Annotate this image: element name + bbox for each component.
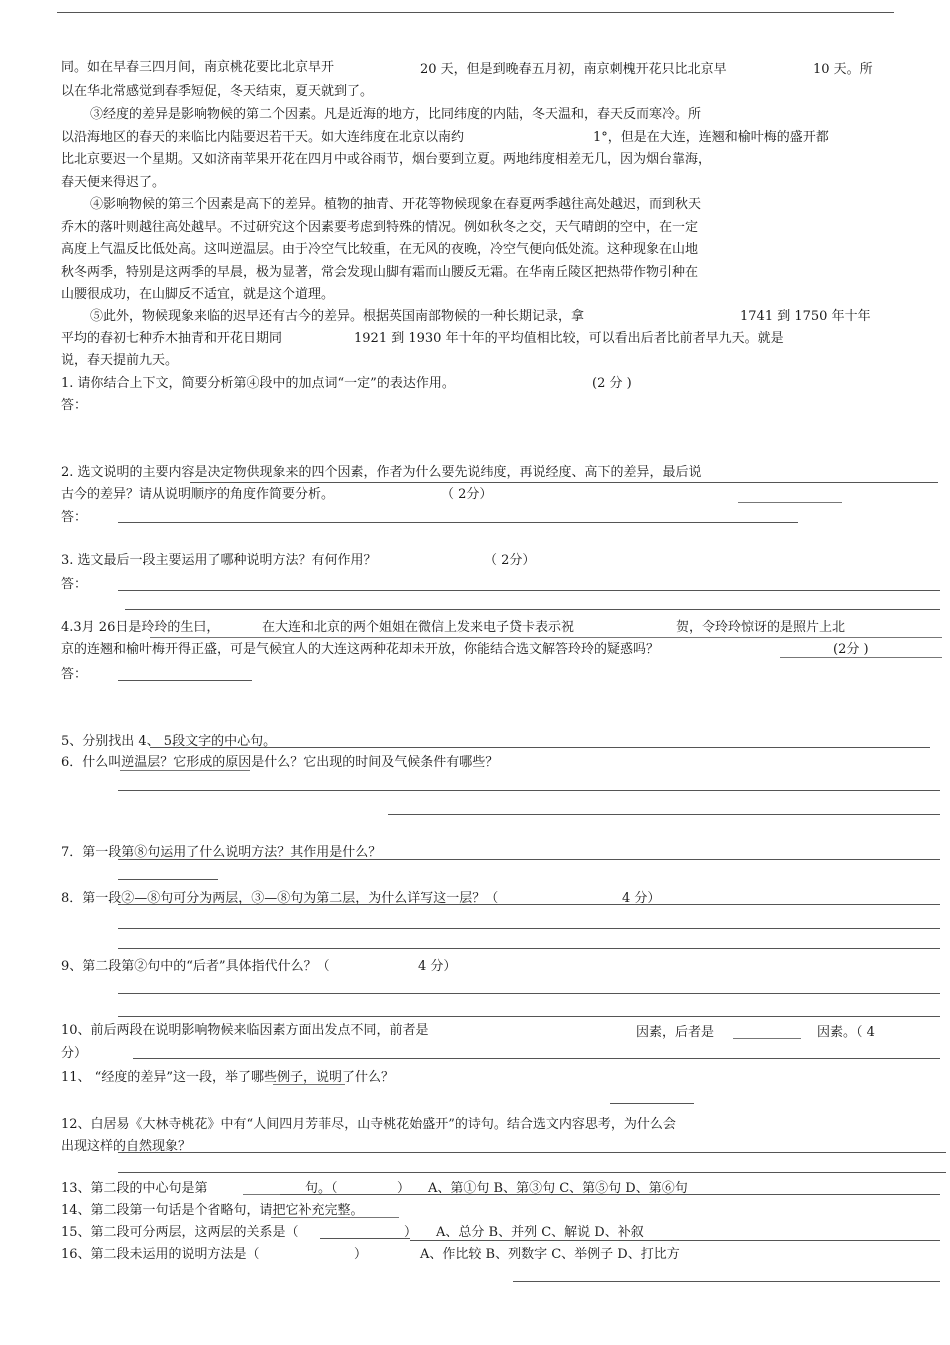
answer-label: 答： [61, 667, 88, 682]
question-15: 15、第二段可分两层，这两层的关系是（ [61, 1225, 299, 1240]
passage-line: 乔木的落叶则越往高处越早。不过研究这个因素要考虑到特殊的情况。例如秋冬之交，天气晴朗的空中，在一定 [61, 220, 699, 235]
question-14: 14、第二段第一句话是个省略句，请把它补充完整。 [61, 1203, 364, 1218]
answer-line[interactable] [150, 637, 942, 638]
score-label: （ 2分） [484, 553, 536, 568]
question-8: 8．第一段②—⑧句可分为两层，③—⑧句为第二层，为什么详写这一层？（ [61, 891, 499, 906]
answer-line[interactable] [118, 522, 798, 523]
score-label: (2分 ) [833, 642, 869, 657]
score-label: （ 2分） [441, 487, 493, 502]
answer-line[interactable] [410, 1240, 940, 1241]
passage-line: 高度上气温反比低处高。这叫逆温层。由于冷空气比较重，在无风的夜晚，冷空气便向低处流。这种现象在山地 [61, 242, 699, 257]
passage-line: 春天便来得迟了。 [61, 175, 166, 190]
options-16: A、作比较 B、列数字 C、举例子 D、打比方 [420, 1247, 680, 1262]
question-16: ） [354, 1247, 368, 1262]
question-2: 2. 选文说明的主要内容是决定物供现象来的四个因素，作者为什么要先说纬度，再说经度、高下的差异，最后说 [61, 465, 702, 480]
question-6: 6．什么叫逆温层？它形成的原因是什么？它出现的时间及气候条件有哪些？ [61, 755, 499, 770]
passage-line: 1921 到 1930 年十年的平均值相比较，可以看出后者比前者早九天。就是 [354, 331, 784, 346]
answer-line[interactable] [118, 993, 940, 994]
question-4: 4.3月 26日是玲玲的生曰， [61, 620, 220, 635]
question-2-line-2: 古今的差异？请从说明顺序的角度作简要分析。 [61, 487, 335, 502]
question-1: 1. 请你结合上下文，简要分析第④段中的加点词“一定”的表达作用。 [61, 376, 455, 391]
question-10: 因素，后者是 [636, 1025, 715, 1040]
passage-line: 说，春天提前九天。 [61, 353, 179, 368]
answer-line[interactable] [118, 590, 940, 591]
question-13: 句。（ [305, 1181, 338, 1196]
answer-line[interactable] [150, 747, 930, 748]
question-4: 在大连和北京的两个姐姐在微信上发来电子贷卡表示祝 [262, 620, 575, 635]
options-15: A、总分 B、并列 C、解说 D、补叙 [436, 1225, 644, 1240]
answer-label: 答： [61, 577, 88, 592]
passage-line: 山腰很成功，在山脚反不适宜，就是这个道理。 [61, 287, 335, 302]
answer-line[interactable] [118, 1152, 946, 1153]
answer-label: 答： [61, 510, 88, 525]
passage-line: ③经度的差异是影响物候的第二个因素。凡是近海的地方，比同纬度的内陆，冬天温和，春天反而寒冷。所 [90, 107, 702, 122]
answer-line[interactable] [118, 680, 252, 681]
answer-blank[interactable] [320, 1238, 410, 1239]
question-13: ） [397, 1181, 411, 1196]
score-label: 4 分） [418, 959, 457, 974]
answer-line[interactable] [118, 879, 218, 880]
passage-line: 20 天，但是到晚春五月初，南京刺槐开花只比北京早 [420, 62, 727, 77]
question-10: 因素。（ 4 [817, 1025, 875, 1040]
answer-line[interactable] [133, 1058, 940, 1059]
answer-label: 答： [61, 398, 88, 413]
question-12-line-2: 出现这样的自然现象？ [61, 1139, 192, 1154]
question-4-line-2: 京的连翘和榆叶梅开得正盛，可是气候宜人的大连这两种花却未开放，你能结合选文解答玲玲的疑惑吗？ [61, 642, 660, 657]
answer-line[interactable] [118, 790, 940, 791]
answer-line[interactable] [118, 904, 940, 905]
question-10: 10、前后两段在说明影响物候来临因素方面出发点不同，前者是 [61, 1023, 429, 1038]
answer-blank[interactable] [733, 1038, 801, 1039]
answer-line[interactable] [513, 1281, 940, 1282]
answer-line[interactable] [738, 502, 842, 503]
question-10-line-2: 分） [61, 1046, 88, 1061]
question-16: 16、第二段未运用的说明方法是（ [61, 1247, 260, 1262]
answer-line[interactable] [118, 1016, 940, 1017]
answer-line[interactable] [118, 928, 940, 929]
answer-line[interactable] [120, 770, 250, 771]
passage-line: ⑤此外，物候现象来临的迟早还有古今的差异。根据英国南部物候的一种长期记录，拿 [90, 309, 585, 324]
passage-line: 同。如在早春三四月间，南京桃花要比北京早开 [61, 60, 335, 75]
question-15: ） [404, 1225, 418, 1240]
answer-line[interactable] [125, 609, 940, 610]
answer-line[interactable] [118, 948, 940, 949]
underline [271, 1217, 399, 1218]
answer-line[interactable] [610, 1103, 694, 1104]
passage-line: 1°，但是在大连，连翘和榆叶梅的盛开都 [593, 130, 829, 145]
score-label: (2 分 ) [592, 376, 632, 391]
score-label: 4 分） [622, 891, 661, 906]
passage-line: 1741 到 1750 年十年 [740, 309, 871, 324]
passage-line: 比北京要迟一个星期。又如济南苹果开花在四月中或谷雨节，烟台要到立夏。两地纬度相差无几，因为烟台靠海， [61, 152, 712, 167]
answer-line[interactable] [780, 657, 942, 658]
answer-line[interactable] [388, 814, 940, 815]
question-3: 3. 选文最后一段主要运用了哪种说明方法？有何作用？ [61, 553, 377, 568]
question-11: 11、 “经度的差异”这一段，举了哪些例子，说明了什么？ [61, 1070, 394, 1085]
answer-line[interactable] [118, 1172, 946, 1173]
answer-line[interactable] [280, 1194, 940, 1195]
answer-line[interactable] [190, 482, 938, 483]
question-13: 13、第二段的中心句是第 [61, 1181, 208, 1196]
passage-line: 以在华北常感觉到春季短促，冬天结束，夏天就到了。 [61, 84, 374, 99]
passage-line: ④影响物候的第三个因素是高下的差异。植物的抽青、开花等物候现象在春夏两季越往高处越迟，而到秋天 [90, 197, 702, 212]
question-12: 12、白居易《大林寺桃花》中有“人间四月芳菲尽，山寺桃花始盛开”的诗句。结合选文内容思考，为什么会 [61, 1117, 676, 1132]
question-7: 7．第一段第⑧句运用了什么说明方法？其作用是什么？ [61, 845, 382, 860]
passage-line: 以沿海地区的春天的来临比内陆要迟若干天。如大连纬度在北京以南约 [61, 130, 465, 145]
question-4: 贺，令玲玲惊讶的是照片上北 [676, 620, 846, 635]
passage-line: 10 天。所 [813, 62, 873, 77]
answer-line[interactable] [118, 859, 940, 860]
passage-line: 秋冬两季，特别是这两季的早晨，极为显著，常会发现山脚有霜而山腰反无霜。在华南丘陵区把热带作物引种在 [61, 265, 699, 280]
passage-line: 平均的春初七种乔木抽青和开花日期同 [61, 331, 283, 346]
options-13: A、第①句 B、第③句 C、第⑤句 D、第⑥句 [428, 1181, 688, 1196]
underline [273, 1084, 345, 1085]
question-5: 5、分别找出 4、 5段文字的中心句。 [61, 734, 277, 749]
top-rule [57, 12, 894, 13]
question-9: 9、第二段第②句中的“后者”具体指代什么？（ [61, 959, 330, 974]
